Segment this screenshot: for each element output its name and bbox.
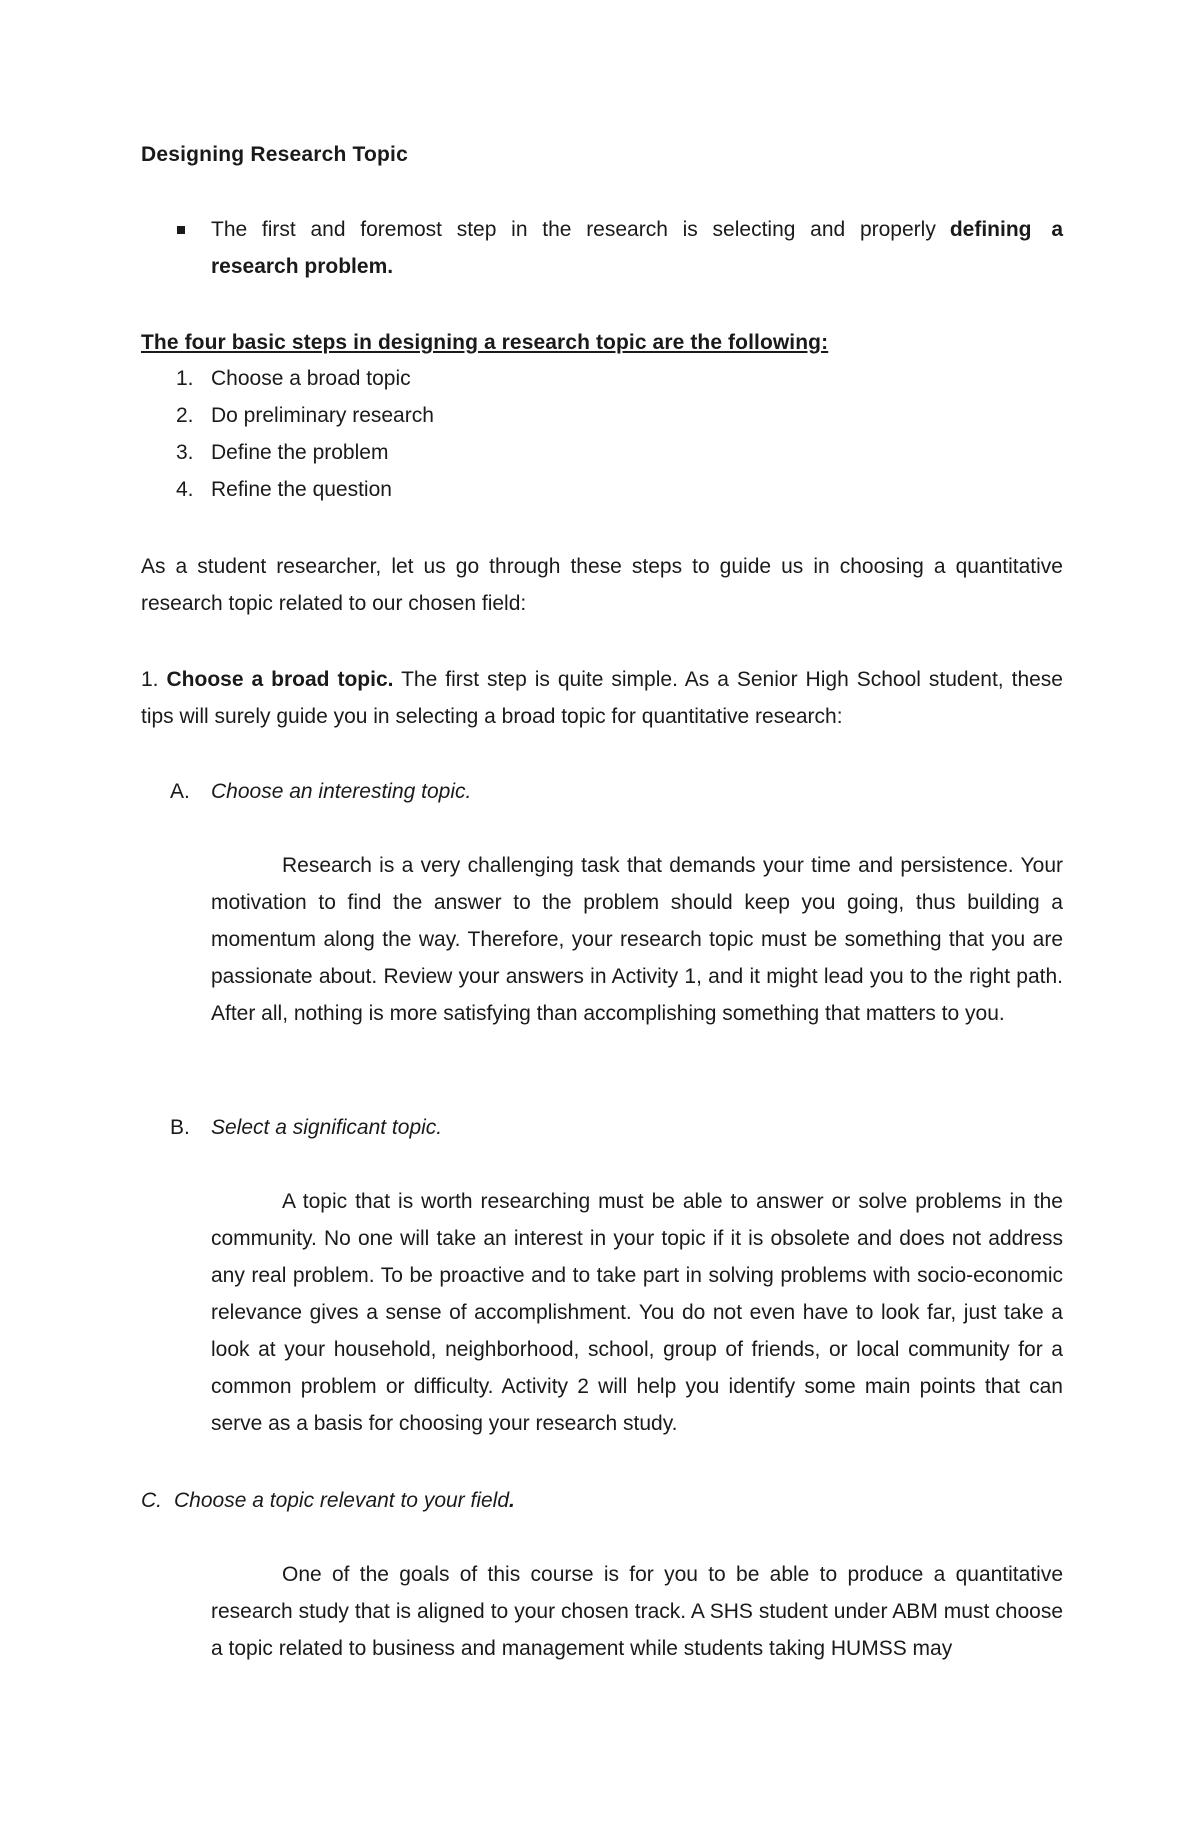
step-text: Choose a broad topic [211, 367, 411, 390]
bullet-bold-part2: research problem. [211, 255, 394, 278]
step1-number: 1. [141, 668, 159, 691]
section-letter: A. [170, 780, 190, 803]
section-b-heading [170, 1109, 442, 1146]
section-a-body [211, 847, 1063, 1032]
step1-bold: Choose a broad topic. [166, 668, 394, 691]
step-number: 3. [176, 441, 194, 464]
step1-text: The first step is quite simple. As a Senior High School student, these tips will surely guide you in selecting a broad topic for quantitative research: [141, 668, 1063, 728]
step-number: 2. [176, 404, 194, 427]
list-item [141, 471, 741, 508]
section-a-heading [170, 773, 471, 810]
section-body-text: Research is a very challenging task that demands your time and persistence. Your motivation to find the answer to the problem should keep you going, thus building a momentum along the way. Therefore, your research topic must be something that you are passionate about. Review your answers in Activity 1, and it might lead you to the right path. After all, nothing is more satisfying than accomplishing something that matters to you. [211, 854, 1063, 1025]
section-c-heading [141, 1482, 515, 1519]
document-title: Designing Research Topic [141, 143, 408, 166]
steps-list [141, 360, 741, 508]
square-bullet-icon [177, 226, 185, 234]
section-letter: C. [141, 1489, 162, 1512]
step-text: Do preliminary research [211, 404, 434, 427]
bullet-text [211, 211, 1063, 285]
list-item [141, 434, 741, 471]
section-body-text: One of the goals of this course is for you to be able to produce a quantitative research study that is aligned to your chosen track. A SHS student under ABM must choose a topic related to business and management while students taking HUMSS may [211, 1563, 1063, 1660]
section-heading-text: Choose a topic relevant to your field [174, 1489, 510, 1512]
steps-heading: The four basic steps in designing a research topic are the following: [141, 331, 829, 354]
step-number: 4. [176, 478, 194, 501]
section-heading-text: Choose an interesting topic. [211, 780, 472, 803]
section-letter: B. [170, 1116, 190, 1139]
step-text: Define the problem [211, 441, 389, 464]
section-c-body [211, 1556, 1063, 1667]
intro-paragraph: As a student researcher, let us go through these steps to guide us in choosing a quantitative research topic related to our chosen field: [141, 555, 1063, 615]
section-heading-text: Select a significant topic. [211, 1116, 443, 1139]
step-number: 1. [176, 367, 194, 390]
step-text: Refine the question [211, 478, 392, 501]
step1-paragraph [141, 661, 1063, 735]
bullet-bold-part1: defining a [949, 218, 1063, 241]
section-b-body [211, 1183, 1063, 1442]
section-heading-period: . [509, 1489, 515, 1512]
list-item [141, 360, 741, 397]
section-body-text: A topic that is worth researching must be able to answer or solve problems in the community. No one will take an interest in your topic if it is obsolete and does not address any real problem. To be proactive and to take part in solving problems with socio-economic relevance gives a sense of accomplishment. You do not even have to look far, just take a look at your household, neighborhood, school, group of friends, or local community for a common problem or difficulty. Activity 2 will help you identify some main points that can serve as a basis for choosing your research study. [211, 1190, 1063, 1435]
list-item [141, 397, 741, 434]
bullet-text-prefix: The first and foremost step in the research is selecting and properly [211, 218, 936, 241]
